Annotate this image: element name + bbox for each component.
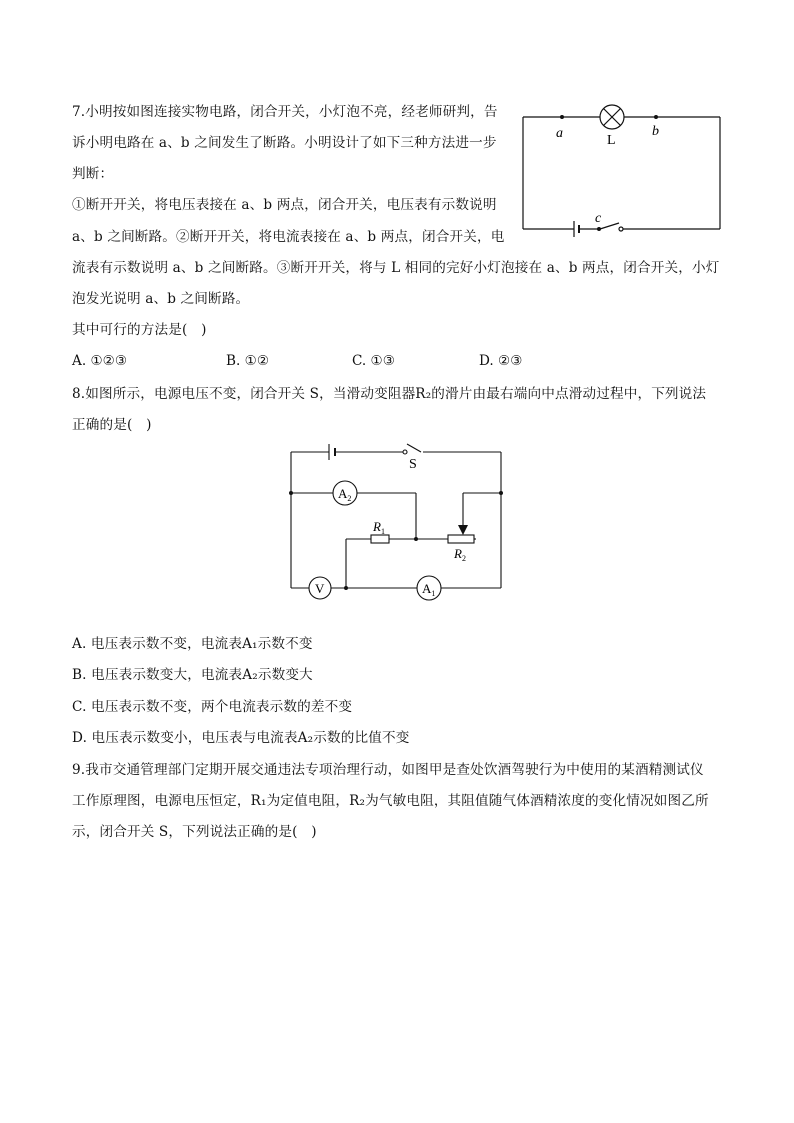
q7-circuit-diagram <box>515 100 730 245</box>
resistor-r1-label: R <box>373 519 381 534</box>
resistor-r1-icon <box>371 535 389 543</box>
svg-text:A2: $A_2$ <box>338 486 352 503</box>
rheostat-r2-icon <box>448 535 474 543</box>
q7-line-1: 7.小明按如图连接实物电路，闭合开关，小灯泡不亮，经老师研判，告 <box>72 104 498 120</box>
slider-arrow-icon <box>458 525 468 535</box>
svg-text:R2: $R_2$ <box>454 546 466 563</box>
q7-option-b: B. ①② <box>226 353 270 369</box>
switch-icon <box>403 450 407 454</box>
q8-option-d: D. 电压表示数变小，电压表与电流表A₂示数的比值不变 <box>72 730 410 746</box>
point-c-label: c <box>595 211 602 226</box>
q7-option-a: A. ①②③ <box>72 353 128 369</box>
switch-icon <box>600 223 619 229</box>
q8-option-a: A. 电压表示数不变，电流表A₁示数不变 <box>72 636 313 652</box>
q7-line-6: 流表有示数说明 a、b 之间断路。③断开开关，将与 L 相同的完好小灯泡接在 a、b 两点，闭合开关，小灯 <box>72 260 720 276</box>
q7-line-3: 判断： <box>72 166 114 182</box>
lamp-label: L <box>607 133 616 148</box>
q9-line-1: 9.我市交通管理部门定期开展交通违法专项治理行动，如图甲是查处饮酒驾驶行为中使用的某酒精测试仪 <box>72 762 704 778</box>
q7-line-2: 诉小明电路在 a、b 之间发生了断路。小明设计了如下三种方法进一步 <box>72 135 497 151</box>
q8-option-b: B. 电压表示数变大，电流表A₂示数变大 <box>72 667 313 683</box>
point-b-label: b <box>652 124 659 139</box>
q9-line-3: 示，闭合开关 S，下列说法正确的是( ) <box>72 824 317 840</box>
q7-line-5: a、b 之间断路。②断开开关，将电流表接在 a、b 两点，闭合开关，电 <box>72 229 505 245</box>
svg-text:R1: $R_1$ <box>373 519 385 536</box>
switch-s-label: S <box>409 457 417 472</box>
q8-line-1: 8.如图所示，电源电压不变，闭合开关 S，当滑动变阻器R₂的滑片由最右端向中点滑动过程中，下列说法 <box>72 386 707 402</box>
point-a-label: a <box>556 126 563 141</box>
q9-line-2: 工作原理图，电源电压恒定，R₁为定值电阻，R₂为气敏电阻，其阻值随气体酒精浓度的变化情况如图乙所 <box>72 793 709 809</box>
q8-circuit-diagram <box>285 440 510 605</box>
q8-line-2: 正确的是( ) <box>72 417 152 433</box>
q7-line-7: 泡发光说明 a、b 之间断路。 <box>72 291 250 307</box>
rheostat-r2-label: R <box>454 546 462 561</box>
q7-option-d: D. ②③ <box>479 353 523 369</box>
q7-option-c: C. ①③ <box>352 353 395 369</box>
q8-option-c: C. 电压表示数不变，两个电流表示数的差不变 <box>72 699 353 715</box>
q7-line-4: ①断开开关，将电压表接在 a、b 两点，闭合开关，电压表有示数说明 <box>72 197 497 213</box>
svg-text:A1: $A_1$ <box>422 581 436 598</box>
q7-line-8: 其中可行的方法是( ) <box>72 322 207 338</box>
ammeter-a2-label: A <box>338 486 348 501</box>
ammeter-a1-label: A <box>422 581 432 596</box>
voltmeter-label: V <box>315 581 325 596</box>
